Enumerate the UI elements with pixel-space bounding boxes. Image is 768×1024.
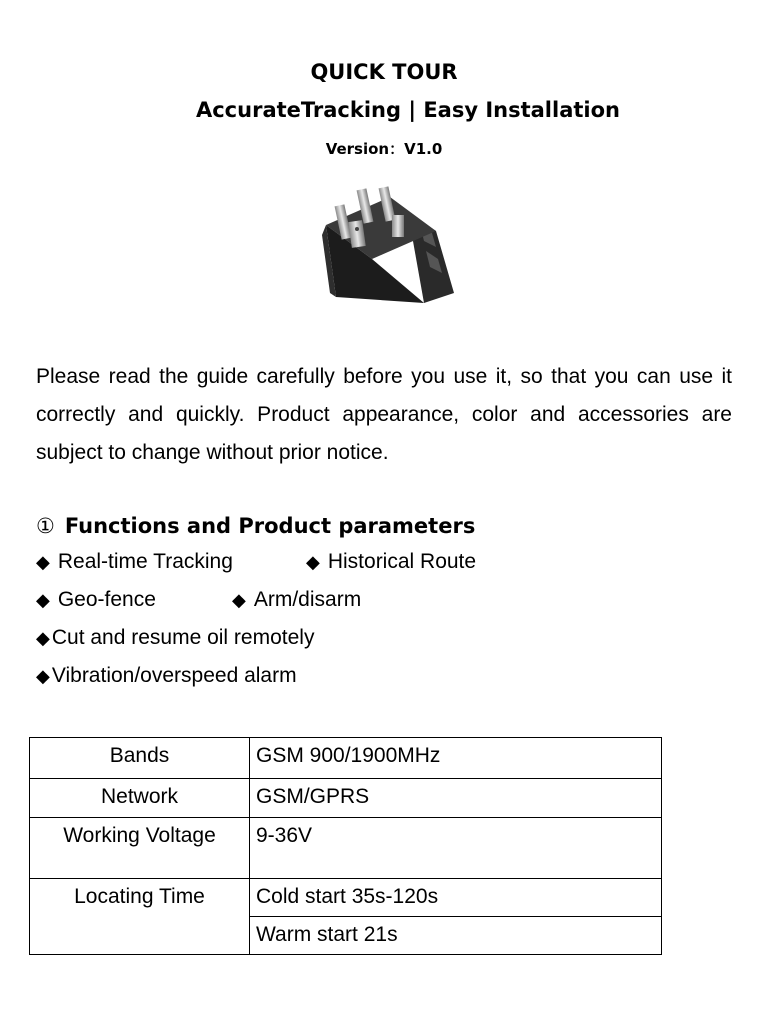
document-title: QUICK TOUR (310, 60, 458, 84)
diamond-bullet-icon: ◆ (306, 552, 320, 573)
param-label-voltage: Working Voltage (30, 818, 250, 879)
product-parameters-table (29, 737, 662, 955)
param-value-network: GSM/GPRS (250, 779, 662, 818)
param-value-bands: GSM 900/1900MHz (250, 738, 662, 779)
feature-row-2 (36, 588, 361, 612)
param-label-network: Network (30, 779, 250, 818)
param-label-bands: Bands (30, 738, 250, 779)
diamond-bullet-icon: ◆ (36, 628, 50, 649)
table-row (30, 879, 662, 917)
table-row (30, 738, 662, 779)
table-row (30, 779, 662, 818)
table-row (30, 818, 662, 879)
feature-row-1 (36, 550, 476, 574)
feature-realtime-tracking: ◆ Real-time Tracking (36, 550, 233, 573)
param-value-warm-start: Warm start 21s (250, 917, 662, 955)
feature-vibration-alarm: ◆Vibration/overspeed alarm (36, 664, 297, 687)
document-subtitle: AccurateTracking | Easy Installation (195, 98, 620, 122)
feature-historical-route: ◆ Historical Route (306, 550, 477, 573)
diamond-bullet-icon: ◆ (36, 666, 50, 687)
gps-tracker-relay-image (300, 175, 470, 315)
intro-paragraph: Please read the guide carefully before you use it, so that you can use it correctly and quickly. Product appearance, color and accessories are subject to change without prior notice. (36, 365, 732, 464)
param-value-voltage: 9-36V (250, 818, 662, 879)
diamond-bullet-icon: ◆ (36, 552, 50, 573)
feature-geo-fence: ◆ Geo-fence (36, 588, 156, 611)
param-value-cold-start: Cold start 35s-120s (250, 879, 662, 917)
feature-arm-disarm: ◆ Arm/disarm (232, 588, 362, 611)
section-title: Functions and Product parameters (64, 514, 476, 538)
param-label-locating-time: Locating Time (30, 879, 250, 955)
section-heading (36, 514, 475, 539)
diamond-bullet-icon: ◆ (36, 590, 50, 611)
version-label: Version：V1.0 (325, 140, 443, 158)
diamond-bullet-icon: ◆ (232, 590, 246, 611)
feature-cut-resume-oil: ◆Cut and resume oil remotely (36, 626, 315, 649)
section-number: ① (36, 514, 55, 538)
